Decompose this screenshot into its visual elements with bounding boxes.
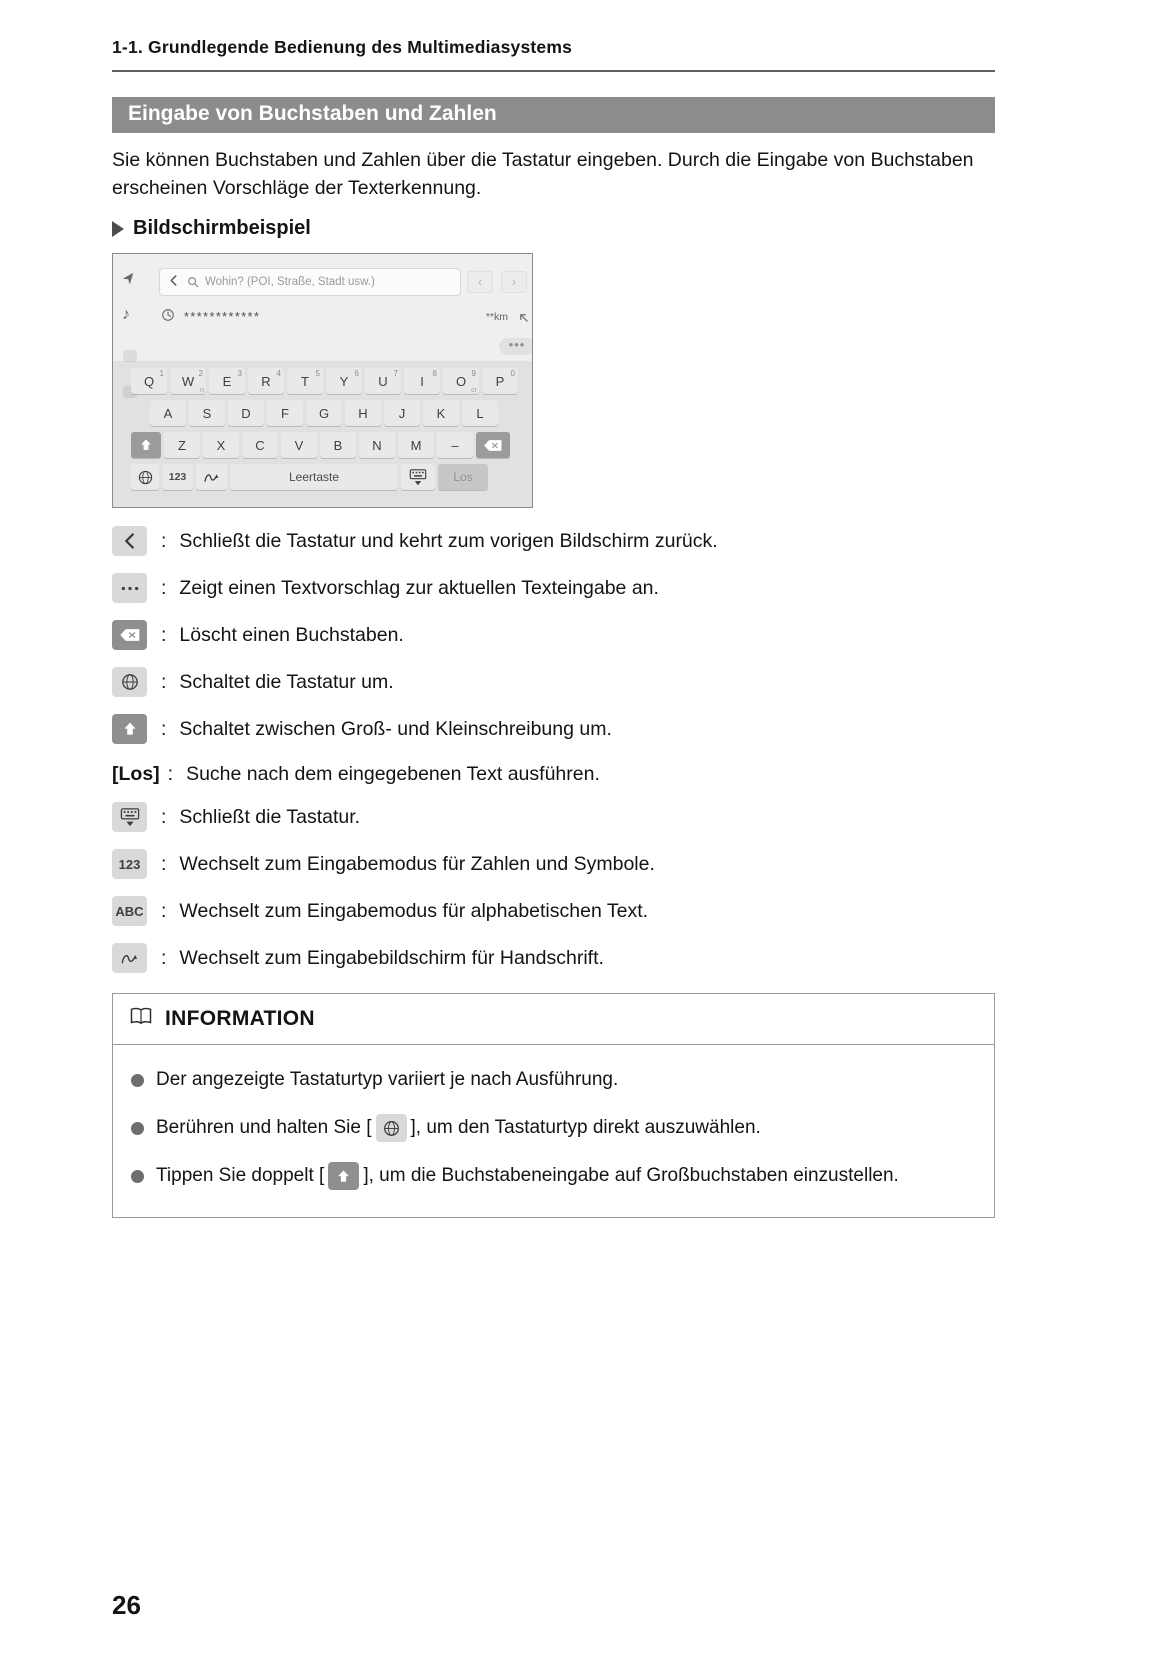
- key-Q[interactable]: Q 1: [131, 368, 167, 394]
- spacebar-key[interactable]: Leertaste: [230, 464, 398, 490]
- go-key[interactable]: Los: [438, 464, 488, 490]
- backspace-icon: [112, 620, 147, 650]
- masked-destination-text: ************: [184, 310, 261, 325]
- chevron-left-icon[interactable]: ‹: [467, 271, 493, 293]
- numeric-mode-icon: 123: [112, 849, 147, 879]
- recent-destination-clock-icon: [161, 308, 175, 327]
- keyboard-row-3: [113, 432, 532, 458]
- key-W[interactable]: W 2 n: [170, 368, 206, 394]
- legend-item-numeric-mode: 123 : Wechselt zum Eingabemodus für Zahlen und Symbole.: [112, 849, 995, 879]
- suggestion-ellipsis-button[interactable]: •••: [499, 338, 533, 355]
- arrow-marker-icon: [112, 221, 124, 237]
- legend-item-los: [Los] : Suche nach dem eingegebenen Text ausführen.: [112, 762, 600, 785]
- onscreen-keyboard: [113, 361, 532, 507]
- key-O[interactable]: O 9 cr: [443, 368, 479, 394]
- nav-cursor-icon[interactable]: [122, 270, 137, 290]
- key-Z[interactable]: Z: [164, 432, 200, 458]
- shift-icon: [112, 714, 147, 744]
- alpha-mode-icon: ABC: [112, 896, 147, 926]
- key-J[interactable]: J: [384, 400, 420, 426]
- key-M[interactable]: M: [398, 432, 434, 458]
- legend-item-handwriting: : Wechselt zum Eingabebildschirm für Handschrift.: [112, 943, 995, 973]
- shift-key[interactable]: [131, 432, 161, 458]
- shift-icon: [328, 1162, 359, 1190]
- key-D[interactable]: D: [228, 400, 264, 426]
- section-title-banner: Eingabe von Buchstaben und Zahlen: [112, 97, 995, 133]
- manual-page: [112, 0, 995, 1218]
- screenshot-example: [112, 253, 533, 508]
- search-placeholder: Wohin? (POI, Straße, Stadt usw.): [205, 276, 375, 289]
- search-icon: [187, 276, 199, 288]
- info-item: Tippen Sie doppelt [ ], um die Buchstabeneingabe auf Großbuchstaben einzustellen.: [129, 1161, 978, 1191]
- key-A[interactable]: A: [150, 400, 186, 426]
- key-C[interactable]: C: [242, 432, 278, 458]
- legend-item-alpha-mode: ABC : Wechselt zum Eingabemodus für alphabetischen Text.: [112, 896, 995, 926]
- bullet-icon: [131, 1122, 144, 1135]
- keyboard-row-1: [113, 368, 532, 394]
- legend-item-back: : Schließt die Tastatur und kehrt zum vorigen Bildschirm zurück.: [112, 526, 995, 556]
- subsection-title: Bildschirmbeispiel: [133, 217, 311, 240]
- key-T[interactable]: T 5: [287, 368, 323, 394]
- globe-icon: [112, 667, 147, 697]
- handwriting-key[interactable]: [196, 464, 227, 490]
- keyboard-dismiss-key[interactable]: [401, 464, 435, 490]
- information-body: [113, 1045, 994, 1217]
- ellipsis-icon: [112, 573, 147, 603]
- bullet-icon: [131, 1170, 144, 1183]
- numeric-mode-label: 123: [168, 471, 187, 484]
- key-V[interactable]: V: [281, 432, 317, 458]
- search-input[interactable]: [159, 268, 461, 296]
- legend-item-dismiss: : Schließt die Tastatur.: [112, 802, 995, 832]
- key-B[interactable]: B: [320, 432, 356, 458]
- information-header: [113, 994, 994, 1045]
- information-box: [112, 993, 995, 1218]
- globe-icon: [376, 1114, 407, 1142]
- keyboard-row-2: [113, 400, 532, 426]
- key-K[interactable]: K: [423, 400, 459, 426]
- key-S[interactable]: S: [189, 400, 225, 426]
- info-item: Berühren und halten Sie [ ], um den Tastaturtyp direkt auszuwählen.: [129, 1113, 978, 1143]
- key-R[interactable]: R 4: [248, 368, 284, 394]
- music-note-icon[interactable]: ♪: [122, 306, 130, 324]
- backspace-key[interactable]: [476, 432, 510, 458]
- icon-legend: [112, 526, 995, 973]
- recent-destination-row[interactable]: [161, 306, 529, 328]
- key-Y[interactable]: Y 6: [326, 368, 362, 394]
- handwriting-icon: [112, 943, 147, 973]
- chapter-header: 1-1. Grundlegende Bedienung des Multimediasystems: [112, 37, 573, 57]
- numeric-mode-key[interactable]: [162, 464, 193, 490]
- key-N[interactable]: N: [359, 432, 395, 458]
- key-G[interactable]: G: [306, 400, 342, 426]
- info-item: Der angezeigte Tastaturtyp variiert je nach Ausführung.: [129, 1065, 978, 1095]
- keyboard-dismiss-icon: [112, 802, 147, 832]
- key-L[interactable]: L: [462, 400, 498, 426]
- distance-value: **km: [485, 311, 508, 324]
- back-chevron-icon: [112, 526, 147, 556]
- header-rule: [112, 70, 995, 72]
- key-E[interactable]: E 3: [209, 368, 245, 394]
- route-arrow-icon: [518, 312, 529, 323]
- information-title: INFORMATION: [165, 1007, 315, 1031]
- key-H[interactable]: H: [345, 400, 381, 426]
- legend-item-globe: : Schaltet die Tastatur um.: [112, 667, 995, 697]
- key-X[interactable]: X: [203, 432, 239, 458]
- intro-paragraph: Sie können Buchstaben und Zahlen über die Tastatur eingeben. Durch die Eingabe von Buchstaben erscheinen Vorschläge der Texterkennung.: [112, 149, 974, 199]
- page-number: 26: [112, 1590, 141, 1620]
- los-key-label: [Los]: [112, 762, 160, 785]
- key-dash[interactable]: –: [437, 432, 473, 458]
- back-chevron-icon[interactable]: [169, 274, 178, 290]
- key-P[interactable]: P 0: [482, 368, 518, 394]
- keyboard-row-3-letters: [164, 432, 473, 458]
- key-I[interactable]: I 8: [404, 368, 440, 394]
- legend-item-backspace: : Löscht einen Buchstaben.: [112, 620, 995, 650]
- chevron-right-icon[interactable]: ›: [501, 271, 527, 293]
- subsection-heading: [112, 217, 995, 240]
- legend-item-shift: : Schaltet zwischen Groß- und Kleinschreibung um.: [112, 714, 995, 744]
- legend-item-ellipsis: : Zeigt einen Textvorschlag zur aktuellen Texteingabe an.: [112, 573, 995, 603]
- keyboard-bottom-row: [113, 464, 532, 490]
- book-icon: [129, 1007, 153, 1031]
- key-F[interactable]: F: [267, 400, 303, 426]
- key-U[interactable]: U 7: [365, 368, 401, 394]
- bullet-icon: [131, 1074, 144, 1087]
- globe-key[interactable]: [131, 464, 159, 490]
